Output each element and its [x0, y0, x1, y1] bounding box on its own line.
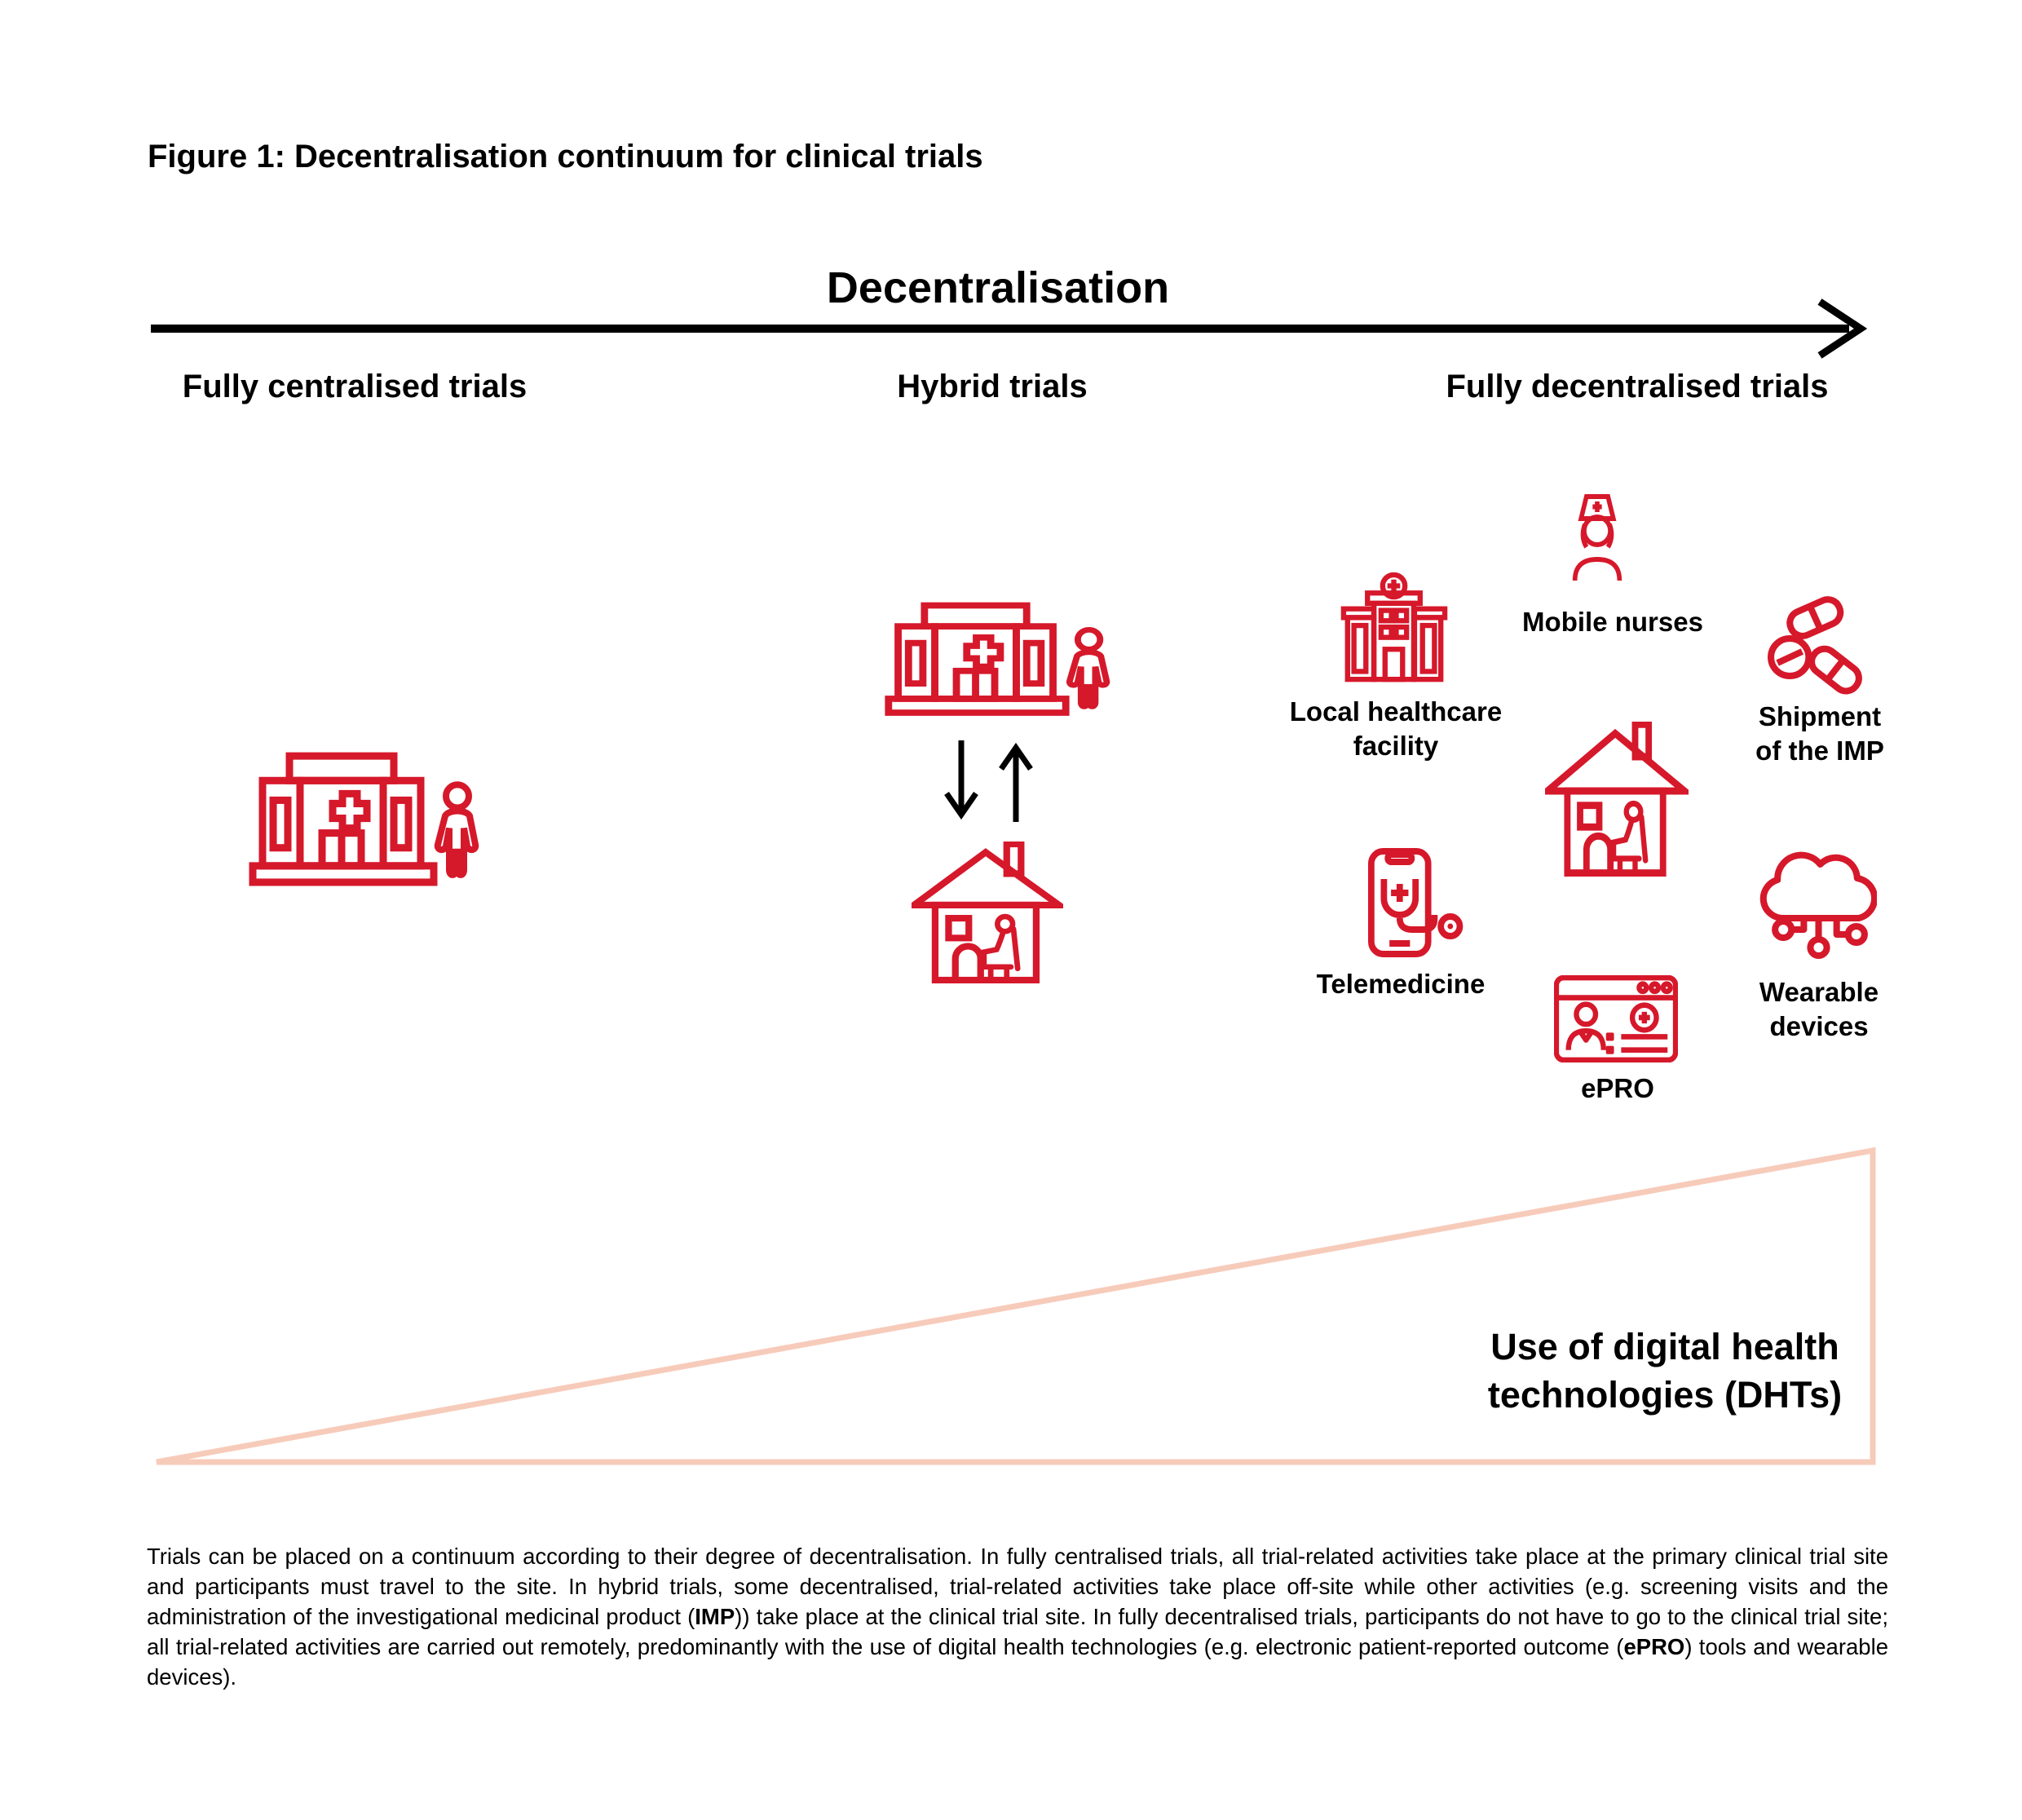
pills-icon — [1766, 592, 1869, 700]
hospital-person-icon — [245, 736, 481, 888]
telemedicine-group — [1368, 848, 1471, 957]
mobile-nurses-label: Mobile nurses — [1522, 607, 1703, 637]
decentralisation-axis-label: Decentralisation — [826, 263, 1170, 312]
nurse-icon — [1570, 493, 1624, 584]
stage-label-hybrid: Hybrid trials — [897, 369, 1088, 404]
house-patient-icon — [1545, 722, 1689, 877]
local-healthcare-facility-label: Local healthcare facility — [1289, 696, 1503, 762]
local-healthcare-facility-group — [1340, 572, 1448, 683]
decentralisation-arrow — [139, 294, 1900, 367]
stage-label-fully-decentralised: Fully decentralised trials — [1446, 369, 1829, 404]
caption-text: ) tools and wearable devices). — [147, 1634, 1889, 1690]
hybrid-home-group — [912, 842, 1063, 983]
hospital-person-icon — [881, 589, 1112, 718]
hybrid-clinic-group — [881, 589, 1112, 718]
shipment-imp-label: Shipment of the IMP — [1755, 701, 1884, 766]
caption-bold-imp: IMP — [695, 1604, 735, 1629]
dht-usage-triangle — [122, 1136, 1908, 1478]
caption-text: )) take place at the clinical trial site. In fully decentralised trials, participants do not have to go to the clinical trial site; all trial-related activities are carried out remotely, predominantly with the use of digital health technologies (e.g. electronic patient-reported outcome ( — [147, 1604, 1888, 1659]
wearable-devices-label: Wearable devices — [1759, 977, 1879, 1042]
decentralised-home-group — [1545, 722, 1689, 877]
epro-group — [1554, 975, 1678, 1062]
figure-caption — [147, 1541, 1888, 1692]
cloud-connected-devices-icon — [1758, 840, 1877, 964]
down-up-arrows-icon — [944, 736, 1035, 827]
figure-title: Figure 1: Decentralisation continuum for clinical trials — [148, 139, 983, 174]
smartphone-stethoscope-icon — [1368, 848, 1471, 957]
telemedicine-label: Telemedicine — [1316, 969, 1486, 999]
centralised-clinic-group — [245, 736, 481, 888]
medical-app-window-icon — [1554, 975, 1678, 1062]
mobile-nurses-group — [1570, 493, 1624, 584]
caption-bold-epro: ePRO — [1623, 1634, 1685, 1659]
stage-label-fully-centralised: Fully centralised trials — [182, 369, 528, 404]
clinic-building-icon — [1340, 572, 1448, 683]
house-patient-icon — [912, 842, 1063, 983]
caption-text: Trials can be placed on a continuum according to their degree of decentralisation. In fully centralised trials, all trial-related activities take place at the primary clinical trial site and participants must travel to the site. In hybrid trials, some decentralised, trial-related activities take place off-site while other activities (e.g. screening visits and the administration of the investigational medicinal product ( — [147, 1544, 1888, 1629]
dht-label: Use of digital health technologies (DHTs) — [1487, 1326, 1843, 1416]
shipment-imp-group — [1766, 592, 1869, 700]
wearable-devices-group — [1758, 840, 1877, 964]
epro-label: ePRO — [1581, 1073, 1654, 1103]
